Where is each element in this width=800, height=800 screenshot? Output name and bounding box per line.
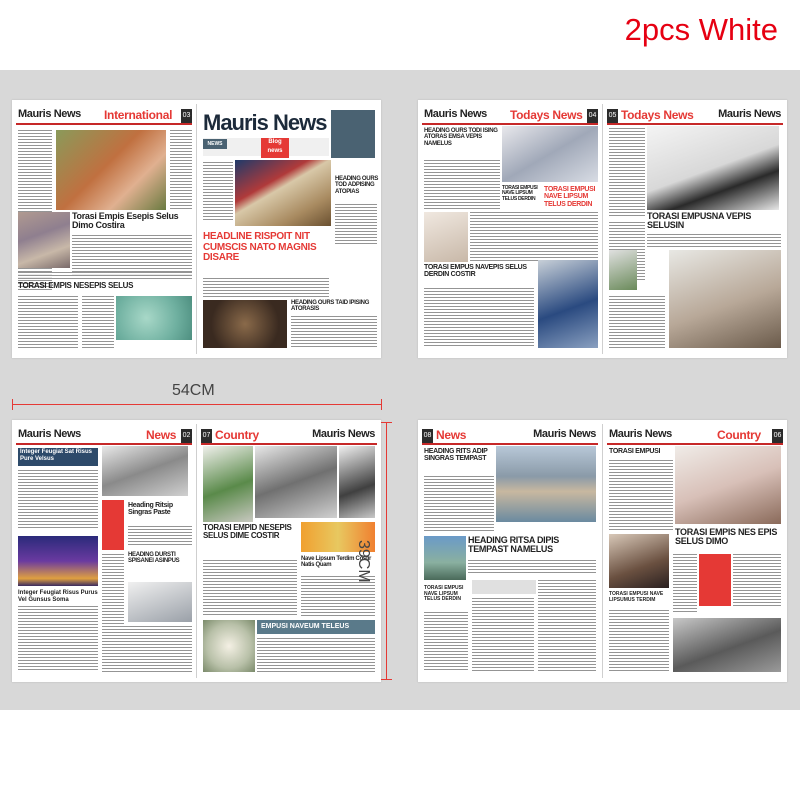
headline: HEADING OURS TAID IPISING ATORASIS [291,300,370,313]
spread-1-right-page [197,100,381,358]
height-dimension-label: 39CM [355,540,372,583]
section-title: Country [215,428,259,442]
headline: TORASI EMPUSI NAVE LIPSUM TELUS DERDIN [424,585,464,602]
headline: TORASI EMPUS NAVEPIS SELUS DERDIN COSTIR [424,264,527,279]
headline: Integer Feugiat Risus Purus Vel Gunsus Soma [18,590,98,603]
dining-room-photo [669,250,781,348]
section-title: International [104,108,173,122]
man-with-laptop-photo [538,260,598,348]
newspaper-spread-3 [12,420,381,682]
masthead-brand: Mauris News [609,428,672,440]
businesswoman-photo [647,126,779,210]
headline: Integer Feugiat Sat Risus Pure Velsus [20,449,93,462]
plant-shelf-photo [609,250,637,290]
hands-together-photo [203,300,287,348]
headline: HEADING OURS TOD ADPISING ATOPIAS [335,176,379,195]
headline: TORASI EMPUSNA VEPIS SELUSIN [647,211,752,231]
statue-of-liberty-photo [424,536,466,580]
page-number: 03 [181,109,192,123]
width-dimension-label: 54CM [172,382,215,399]
city-night-photo [18,536,98,586]
business-charts-photo [502,126,598,182]
section-title: News [436,428,467,442]
headline: TORASI EMPIS NES EPIS SELUS DIMO [675,527,778,547]
page-number: 07 [201,429,212,443]
news-tag: NEWS [203,139,227,149]
spread-4-left-page [418,420,602,682]
photographer-photo [102,446,188,496]
section-title: News [146,428,177,442]
spread-3-left-page [12,420,196,682]
headline: TORASI EMPUSI [609,448,661,455]
product-photo-background [0,70,800,710]
woman-portrait-photo [56,130,166,210]
bride-bouquet-photo [675,446,781,524]
headline: TORASI EMPID NESEPIS SELUS DIME COSTIR [203,523,292,541]
flowers-photo [203,620,255,672]
masthead-brand: Mauris News [424,108,487,120]
shelf-photo [339,446,375,518]
headline: EMPUSI NAVEUM TELEUS [261,623,350,630]
headline: HEADING DURSTI SPISANEI ASINPUS [128,552,180,565]
headline: HEADING OURS TODI ISING ATORAS EMSA VEPIS NAMELUS [424,128,498,147]
parliament-city-photo [496,446,596,522]
headline: HEADING RITS ADIP SINGRAS TEMPAST [424,448,488,463]
headline: Torasi Empis Esepis Selus Dimo Costira [72,211,179,231]
page-number: 04 [587,109,598,123]
newspaper-spread-2 [418,100,787,358]
page-number: 05 [607,109,618,123]
newspaper-spread-4 [418,420,787,682]
spread-1-left-page [12,100,196,358]
headline: TORASI EMPIS NESEPIS SELUS [18,281,134,290]
spread-4-right-page [603,420,787,682]
succulent-photo [116,296,192,340]
headline: HEADLINE RISPOIT NIT CUMSCIS NATO MAGNIS DISARE [203,231,317,263]
headline: TORASI EMPUSI NAVE LIPSUM TELUS DERDIN [544,186,596,208]
office-photo [128,582,192,622]
historic-document-photo [235,160,331,226]
spread-2-right-page [603,100,787,358]
pebbles-photo [18,212,70,268]
newspaper-spread-1 [12,100,381,358]
product-title: 2pcs White [624,12,778,47]
headline: TORASI EMPUSI NAVE LIPSUMUS TERDIM [609,591,664,603]
section-title: Todays News [621,108,694,122]
section-title: Country [717,428,761,442]
page-number: 02 [181,429,192,443]
masthead-brand: Mauris News [18,108,81,120]
front-page-masthead: Mauris News [203,110,327,135]
spread-2-left-page [418,100,602,358]
masthead-brand: Mauris News [18,428,81,440]
tableware-photo [673,618,781,672]
living-room-photo [255,446,337,518]
page-number: 08 [422,429,433,443]
masthead-brand: Mauris News [312,428,375,440]
headline: Nave Lipsum Terdim Costir Natis Quam [301,556,372,569]
woman-reading-photo [609,534,669,588]
headline: Heading Ritsip Singras Paste [128,502,173,517]
houseplant-photo [203,446,253,522]
hand-writing-photo [424,212,468,262]
masthead-brand: Mauris News [533,428,596,440]
masthead-brand: Mauris News [718,108,781,120]
section-title: Todays News [510,108,583,122]
blog-news-tag: Blog news [261,138,289,158]
headline: HEADING RITSA DIPIS TEMPAST NAMELUS [468,535,559,555]
page-number: 06 [772,429,783,443]
headline: TORASI EMPUSI NAVE LIPSUM TELUS DERDIN [502,185,538,202]
